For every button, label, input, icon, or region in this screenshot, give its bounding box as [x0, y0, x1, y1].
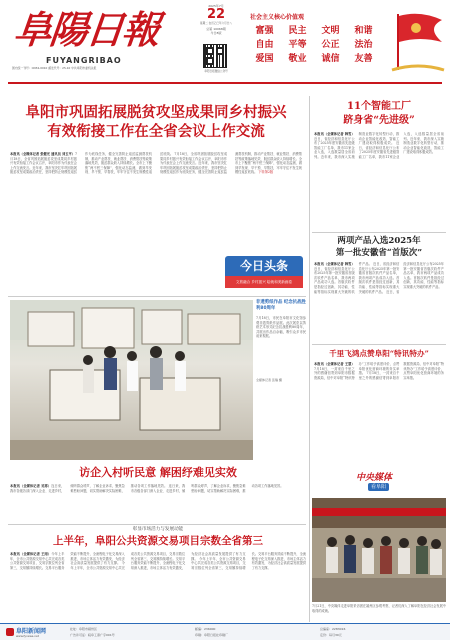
- right1-headline-2: 跻身省“先进级”: [343, 115, 415, 126]
- toutiao-title: 今日头条: [225, 256, 303, 276]
- photo-caption: 非遗剪纸作品 纪念抗战胜利80周年: [256, 300, 306, 311]
- cctv-badge-main: 中央媒体: [356, 473, 393, 483]
- right2-headline-1: 两项产品入选2025年: [337, 236, 421, 246]
- values-panel: [240, 4, 448, 74]
- bottom-body-repeat-2: 今年上半年，全市公共资源交易中心共完成各类公共资源交易项目，交易宗数位列全省第三，交易额持续增长。交易平台服务效能不断提升，全流程电子化交易深入推进，市场主体活力有效激发，为经济社会高质量发展提供了有力支撑。: [191, 552, 306, 570]
- exhibition-scene-icon: [10, 300, 253, 460]
- lead-body-repeat: 7月18日，全省巩固拓展脱贫攻坚成果同乡村振兴有效衔接工作会议召开，阜阳市作为代表在会上作交流发言。近年来，我市坚决扛牢巩固拓展脱贫攻坚成果政治责任，坚持把防止规模性返贫作为底线任务，健全完善防止返贫监测帮扶机制，推动产业帮扶、就业帮扶、消费帮扶等政策落地见效，脱贫群众收入持续增长。全市上下聚焦“两不愁三保障”，强化动态监测，做到早发现、早干预、早帮扶，牢牢守住不发生规模性返贫底线。: [160, 152, 302, 175]
- issue-number: 总第 10068期: [206, 27, 226, 32]
- right3-body-repeat: 7月18日，一封来自千里之外的感谢信寄到阜阳市数据资源局，信中对阜阳“特讯特办”工作给予高度评价，点赞阜阳优化营商环境的务实举措。: [358, 362, 444, 380]
- date-day: 22: [206, 7, 226, 22]
- footer-brand[interactable]: 阜阳新闻网: [16, 628, 47, 635]
- footer-item: 广告许可证：皖阜工商广字001号: [70, 632, 115, 637]
- photo-caption-box: [256, 300, 306, 460]
- bottom-body: 今年上半年，全市公共资源交易中心共完成各类公共资源交易项目，交易宗数位列全省第三，交易额持续增长。交易平台服务效能不断提升，全流程电子化交易深入推进，市场主体活力有效激发，为经济社会高质量发展提供了有力支撑。: [10, 552, 125, 570]
- right1-body-col: [314, 132, 444, 228]
- lead-byline: 本报讯（全媒体记者 张健光 通讯员 刘玉平）: [10, 152, 75, 156]
- photo-story-body-col: [10, 484, 306, 522]
- lead-more: 下转第2版: [258, 170, 274, 175]
- right1-byline: 本报讯（全媒体记者 韩雪）: [314, 132, 355, 136]
- cctv-badge-sub: 看阜阳: [368, 483, 389, 491]
- bottom-byline: 本报讯（全媒体记者 王雨）: [10, 552, 52, 556]
- right3-body: 7月18日，一封来自千里之外的感谢信寄到阜阳市数据资源局，信中对阜阳“特讯特办”工作给予高度评价，点赞阜阳优化营商环境的务实举措。: [314, 362, 400, 380]
- right3-headline: 千里飞鸿点赞阜阳“特讯特办”: [329, 349, 429, 358]
- values-header: 社会主义核心价值观: [250, 14, 305, 21]
- value-item: 公正: [321, 40, 340, 50]
- values-grid: [248, 26, 380, 65]
- footer-item: 总编室：2283016: [320, 627, 346, 631]
- weekday-line: 星期二 农历乙巳年六月廿八: [200, 22, 232, 25]
- crowd-photo: [312, 498, 446, 602]
- bottom-divider: [8, 524, 306, 525]
- value-item: 爱国: [255, 54, 274, 64]
- footer-logo-icon: [6, 628, 14, 636]
- right2-body-repeat-2: 近日，省经济和信息化厅公布2025年第一批安徽省首版次软件产品名单，我市两项产品成功入选。首版次软件是指经过创新，其功能、性能等指标实现重大突破的软件产品。: [386, 262, 444, 294]
- right3-body-col: [314, 362, 444, 450]
- right-column-divider: [309, 96, 310, 622]
- footer-item: 印刷：阜阳日报社印刷厂: [195, 632, 229, 637]
- lead-body: 7月18日，全省巩固拓展脱贫攻坚成果同乡村振兴有效衔接工作会议召开，阜阳市作为代表在会上作交流发言。近年来，我市坚决扛牢巩固拓展脱贫攻坚成果政治责任，坚持把防止规模性返贫作为底线任务，健全完善防止返贫监测帮扶机制，推动产业帮扶、就业帮扶、消费帮扶等政策落地见效，脱贫群众收入持续增长。全市上下聚焦“两不愁三保障”，强化动态监测，做到早发现、早干预、早帮扶，牢牢守住不发生规模性返贫底线。: [10, 152, 174, 175]
- lead-headline-1: 阜阳市巩固拓展脱贫攻坚成果同乡村振兴: [25, 104, 287, 121]
- footer: [0, 624, 450, 640]
- value-item: 富强: [255, 26, 274, 36]
- photo-story-body: 连日来，我市各级各部门深入企业、走进乡村，倾听群众呼声，了解企业诉求，聚焦急难愁盼问题，切实帮助解决实际困难，推动各项工作落地见效。: [10, 484, 168, 493]
- photo-caption-detail: 7月18日，市民在阜阳市文化馆参观非遗剪纸作品展。此次展览以剪纸艺术形式纪念抗战胜利80周年，共展出作品百余幅，吸引众多市民前来观展。: [256, 316, 306, 339]
- value-item: 文明: [321, 26, 340, 36]
- lead-divider: [8, 296, 306, 297]
- date-line: 2025年7月: [208, 4, 224, 8]
- photo-story-byline: 本报讯（全媒体记者 吴寒）: [10, 484, 52, 488]
- footer-items: [70, 627, 445, 637]
- value-item: 民主: [288, 26, 307, 36]
- right1-body-repeat: 近日，省经济和信息化厅公布了2025年度安徽省先进级智能工厂名单，我市11家企业入选，入选数量居全省前列。近年来，我市深入实施制造业数字化转型行动，推动企业智能化改造，智能工厂建设取得积极成效。: [358, 132, 444, 159]
- flag-emblem-icon: [390, 10, 446, 72]
- bottom-body-repeat: 今年上半年，全市公共资源交易中心共完成各类公共资源交易项目，交易宗数位列全省第三，交易额持续增长。交易平台服务效能不断提升，全流程电子化交易深入推进，市场主体活力有效激发，为经济社会高质量发展提供了有力支撑。: [70, 552, 246, 570]
- right-divider-2: [312, 344, 446, 345]
- masthead-title: 阜陽日報: [11, 7, 161, 52]
- value-item: 敬业: [288, 54, 307, 64]
- right2-byline: 本报讯（全媒体记者 韩雪）: [314, 262, 355, 266]
- footer-item: 定价：每月30元: [320, 632, 342, 637]
- masthead-pinyin: FUYANGRIBAO: [46, 56, 122, 65]
- right2-body: 近日，省经济和信息化厅公布2025年第一批安徽省首版次软件产品名单，我市两项产品成功入选。首版次软件是指经过创新，其功能、性能等指标实现重大突破的软件产品。: [314, 262, 372, 294]
- masthead: [0, 0, 450, 92]
- value-item: 友善: [354, 54, 373, 64]
- exhibition-photo: [10, 300, 253, 460]
- lead-headline-2: 有效衔接工作在全省会议上作交流: [47, 123, 265, 140]
- today-toutiao-banner[interactable]: [225, 256, 303, 290]
- right2-headline-2: 第一批安徽省“首版次”: [335, 248, 423, 258]
- bottom-kicker: 彰显市场活力与发展动能: [132, 527, 184, 532]
- bottom-headline: 上半年，阜阳公共资源交易项目宗数全省第三: [53, 535, 263, 547]
- value-item: 自由: [255, 40, 274, 50]
- qr-code: [203, 44, 227, 68]
- toutiao-subtitle: 文旅融合 乡村振兴 绘就和美新画卷: [225, 276, 303, 288]
- photo-credit: 全媒体记者 张瑞 摄: [256, 378, 282, 382]
- photo-story-body-repeat: 连日来，我市各级各部门深入企业、走进乡村，倾听群众呼声，了解企业诉求，聚焦急难愁盼问题，切实帮助解决实际困难，推动各项工作落地见效。: [130, 484, 284, 493]
- crowd-scene-icon: [312, 498, 446, 602]
- footer-item: 邮编：236000: [195, 627, 216, 631]
- right3-byline: 本报讯（全媒体记者 王慧）: [314, 362, 355, 366]
- right-divider-1: [312, 232, 446, 233]
- cctv-badge[interactable]: [352, 468, 408, 494]
- right2-body-repeat: 近日，省经济和信息化厅公布2025年第一批安徽省首版次软件产品名单，我市两项产品成功入选。首版次软件是指经过创新，其功能、性能等指标实现重大突破的软件产品。: [358, 262, 400, 294]
- photo-story-headline: 访企入村听民意 解困纾难见实效: [79, 466, 237, 479]
- footer-item: 社址：阜阳市颍州区: [70, 627, 98, 631]
- value-item: 诚信: [321, 54, 340, 64]
- pages-count: 今日8版: [210, 31, 222, 36]
- masthead-rule: [8, 82, 442, 84]
- qr-caption: 阜阳日报微信公众号: [204, 70, 228, 73]
- right1-headline-1: 11个智能工厂: [347, 101, 411, 112]
- crowd-photo-caption: 7月21日，中央媒体走进阜阳采访团在颍州区参观考察，记者们深入了解阜阳在经济社会发展中取得的成就。: [312, 604, 446, 613]
- footer-url[interactable]: www.fynews.net: [16, 634, 39, 638]
- value-item: 法治: [354, 40, 373, 50]
- value-item: 和谐: [354, 26, 373, 36]
- issue-info: 国内统一刊号：CN34-0010 邮发代号：25-10 中共阜阳市委机关报: [12, 66, 97, 70]
- right1-body: 近日，省经济和信息化厅公布了2025年度安徽省先进级智能工厂名单，我市11家企业入选，入选数量居全省前列。近年来，我市深入实施制造业数字化转型行动，推动企业智能化改造，智能工厂建设取得积极成效。: [314, 132, 400, 159]
- value-item: 平等: [288, 40, 307, 50]
- bottom-body-col: [10, 552, 306, 622]
